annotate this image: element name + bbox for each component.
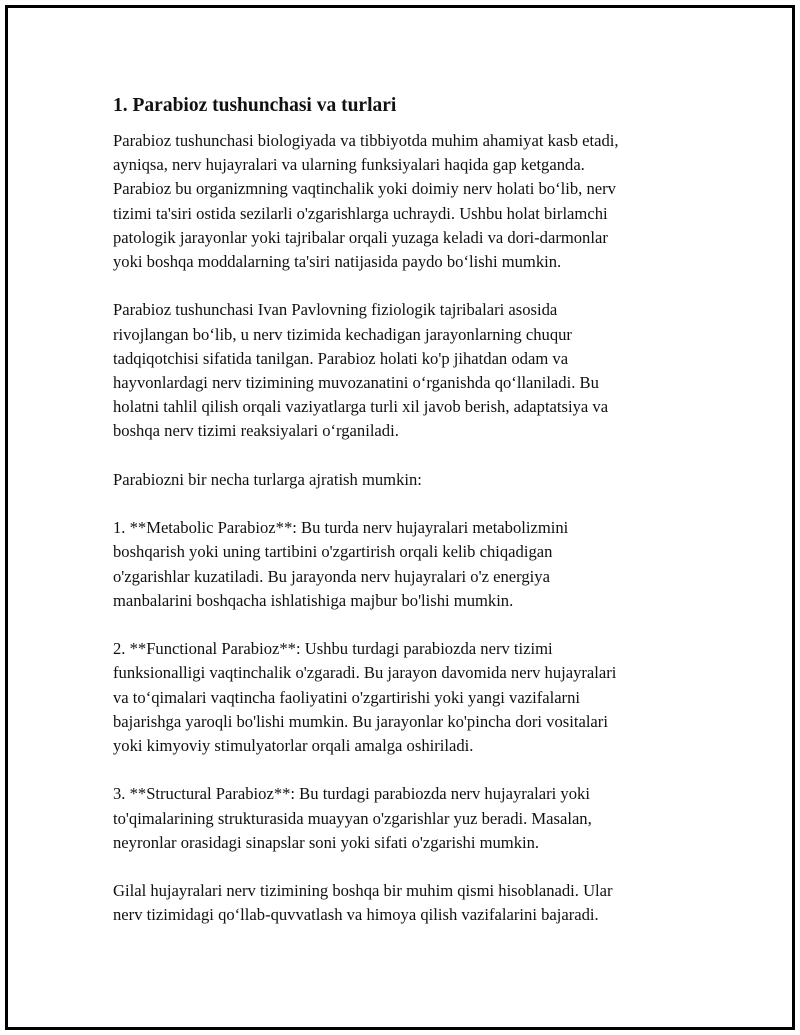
text-line: Parabioz bu organizmning vaqtinchalik yoki doimiy nerv holati bo‘lib, nerv — [113, 179, 616, 199]
text-line: va to‘qimalari vaqtincha faoliyatini o'zgartirishi yoki yangi vazifalarni — [113, 687, 580, 707]
text-line: funksionalligi vaqtinchalik o'zgaradi. Bu jarayon davomida nerv hujayralari — [113, 663, 617, 683]
text-line: 3. **Structural Parabioz**: Bu turdagi parabiozda nerv hujayralari yoki — [113, 784, 590, 804]
text-line: boshqarish yoki uning tartibini o'zgartirish orqali kelib chiqadigan — [113, 542, 553, 562]
paragraph-metabolic — [113, 516, 683, 613]
paragraph-functional — [113, 637, 683, 758]
text-line: Parabioz tushunchasi biologiyada va tibbiyotda muhim ahamiyat kasb etadi, — [113, 131, 619, 150]
text-line: ayniqsa, nerv hujayralari va ularning funksiyalari haqida gap ketganda. — [113, 155, 585, 175]
text-line: holatni tahlil qilish orqali vaziyatlarga turli xil javob berish, adaptatsiya va — [113, 397, 609, 417]
paragraph-pavlov — [113, 298, 683, 443]
text-line: o'zgarishlar kuzatiladi. Bu jarayonda nerv hujayralari o'z energiya — [113, 566, 550, 586]
text-line: manbalarini boshqacha ishlatishiga majbur bo'lishi mumkin. — [113, 590, 514, 610]
text-line: Parabiozni bir necha turlarga ajratish mumkin: — [113, 469, 422, 489]
document-title: 1. Parabioz tushunchasi va turlari — [113, 95, 397, 116]
text-line: 2. **Functional Parabioz**: Ushbu turdagi parabiozda nerv tizimi — [113, 639, 553, 659]
text-line: boshqa nerv tizimi reaksiyalari o‘rganiladi. — [113, 421, 399, 441]
text-line: hayvonlardagi nerv tizimining muvozanatini o‘rganishda qo‘llaniladi. Bu — [113, 373, 599, 393]
text-line: Gilal hujayralari nerv tizimining boshqa bir muhim qismi hisoblanadi. Ular — [113, 881, 613, 901]
text-line: tadqiqotchisi sifatida tanilgan. Parabioz holati ko'p jihatdan odam va — [113, 348, 569, 368]
document-body — [113, 93, 683, 952]
text-line: nerv tizimidagi qo‘llab-quvvatlash va himoya qilish vazifalarini bajaradi. — [113, 905, 599, 925]
paragraph-structural — [113, 782, 683, 855]
text-line: yoki boshqa moddalarning ta'siri natijasida paydo bo‘lishi mumkin. — [113, 252, 562, 272]
paragraph-intro — [113, 129, 683, 274]
text-line: bajarishga yaroqli bo'lishi mumkin. Bu jarayonlar ko'pincha dori vositalari — [113, 711, 608, 731]
paragraph-types-intro — [113, 468, 683, 492]
text-line: rivojlangan bo‘lib, u nerv tizimida kechadigan jarayonlarning chuqur — [113, 324, 572, 344]
paragraph-glial — [113, 879, 683, 927]
text-line: to'qimalarining strukturasida muayyan o'zgarishlar yuz beradi. Masalan, — [113, 808, 592, 828]
text-line: neyronlar orasidagi sinapslar soni yoki sifati o'zgarishi mumkin. — [113, 832, 540, 852]
text-line: patologik jarayonlar yoki tajribalar orqali yuzaga keladi va dori-darmonlar — [113, 227, 608, 247]
text-line: 1. **Metabolic Parabioz**: Bu turda nerv hujayralari metabolizmini — [113, 518, 569, 538]
text-line: tizimi ta'siri ostida sezilarli o'zgarishlarga uchraydi. Ushbu holat birlamchi — [113, 203, 608, 223]
text-line: Parabioz tushunchasi Ivan Pavlovning fiziologik tajribalari asosida — [113, 300, 558, 320]
text-line: yoki kimyoviy stimulyatorlar orqali amalga oshiriladi. — [113, 736, 474, 756]
